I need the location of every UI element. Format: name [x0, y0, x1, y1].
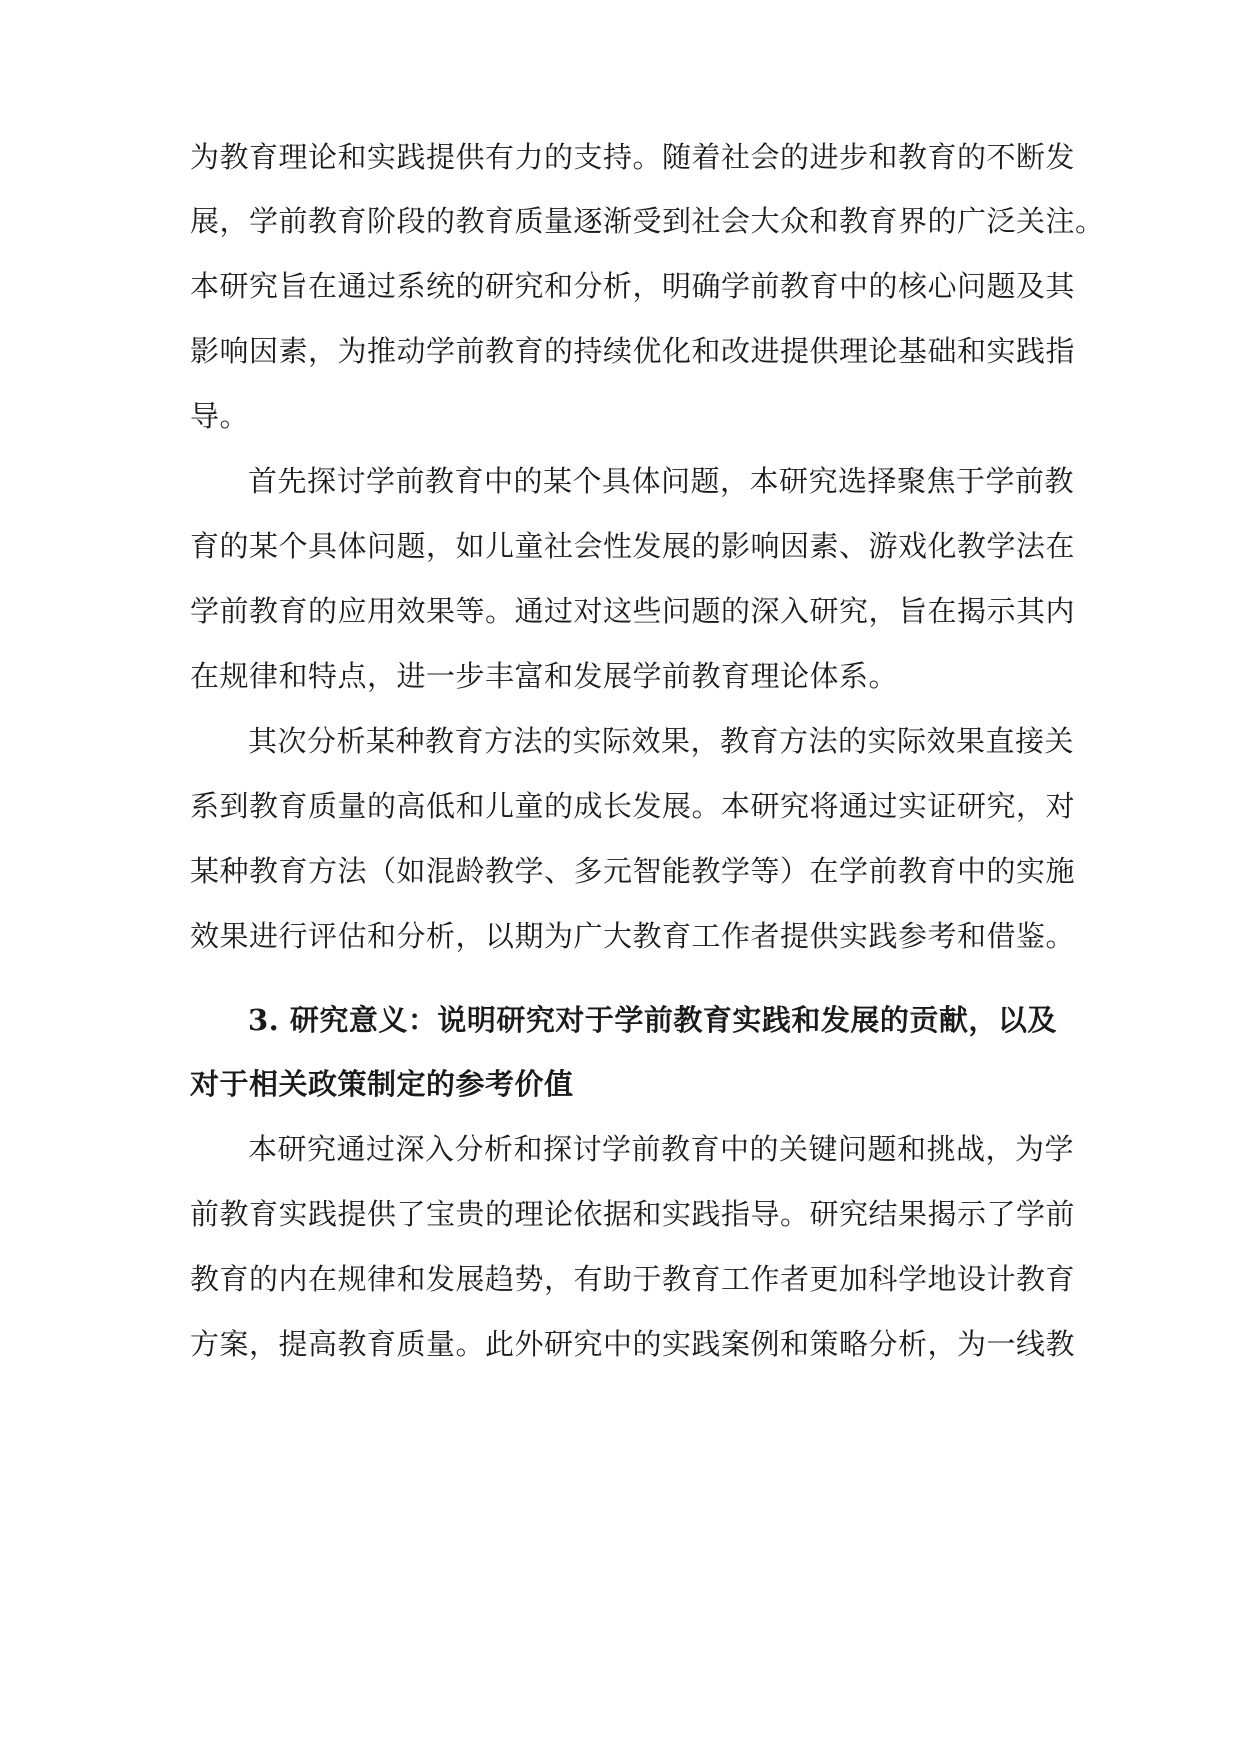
section-heading-line-1: 3. 研究意义：说明研究对于学前教育实践和发展的贡献，以及	[248, 1003, 1057, 1037]
paragraph-3-line-2: 系到教育质量的高低和儿童的成长发展。本研究将通过实证研究，对	[190, 789, 1076, 823]
paragraph-3-line-3: 某种教育方法（如混龄教学、多元智能教学等）在学前教育中的实施	[190, 854, 1076, 888]
paragraph-2-line-4: 在规律和特点，进一步丰富和发展学前教育理论体系。	[190, 659, 899, 693]
paragraph-2-line-3: 学前教育的应用效果等。通过对这些问题的深入研究，旨在揭示其内	[190, 594, 1076, 628]
paragraph-3-line-1: 其次分析某种教育方法的实际效果，教育方法的实际效果直接关	[248, 724, 1075, 758]
paragraph-3-line-4: 效果进行评估和分析，以期为广大教育工作者提供实践参考和借鉴。	[190, 919, 1076, 953]
paragraph-1-line-3: 本研究旨在通过系统的研究和分析，明确学前教育中的核心问题及其	[190, 269, 1076, 303]
paragraph-1-line-4: 影响因素，为推动学前教育的持续优化和改进提供理论基础和实践指	[190, 334, 1076, 368]
paragraph-4-line-4: 方案，提高教育质量。此外研究中的实践案例和策略分析，为一线教	[190, 1327, 1076, 1361]
paragraph-1-line-2: 展，学前教育阶段的教育质量逐渐受到社会大众和教育界的广泛关注。	[190, 204, 1105, 238]
paragraph-4-line-1: 本研究通过深入分析和探讨学前教育中的关键问题和挑战，为学	[248, 1132, 1075, 1166]
paragraph-4-line-3: 教育的内在规律和发展趋势，有助于教育工作者更加科学地设计教育	[190, 1262, 1076, 1296]
paragraph-4-line-2: 前教育实践提供了宝贵的理论依据和实践指导。研究结果揭示了学前	[190, 1197, 1076, 1231]
paragraph-2-line-1: 首先探讨学前教育中的某个具体问题，本研究选择聚焦于学前教	[248, 464, 1075, 498]
paragraph-1-line-1: 为教育理论和实践提供有力的支持。随着社会的进步和教育的不断发	[190, 140, 1076, 174]
paragraph-1-line-5: 导。	[190, 399, 250, 433]
paragraph-2-line-2: 育的某个具体问题，如儿童社会性发展的影响因素、游戏化教学法在	[190, 529, 1076, 563]
section-heading-line-2: 对于相关政策制定的参考价值	[190, 1067, 574, 1101]
